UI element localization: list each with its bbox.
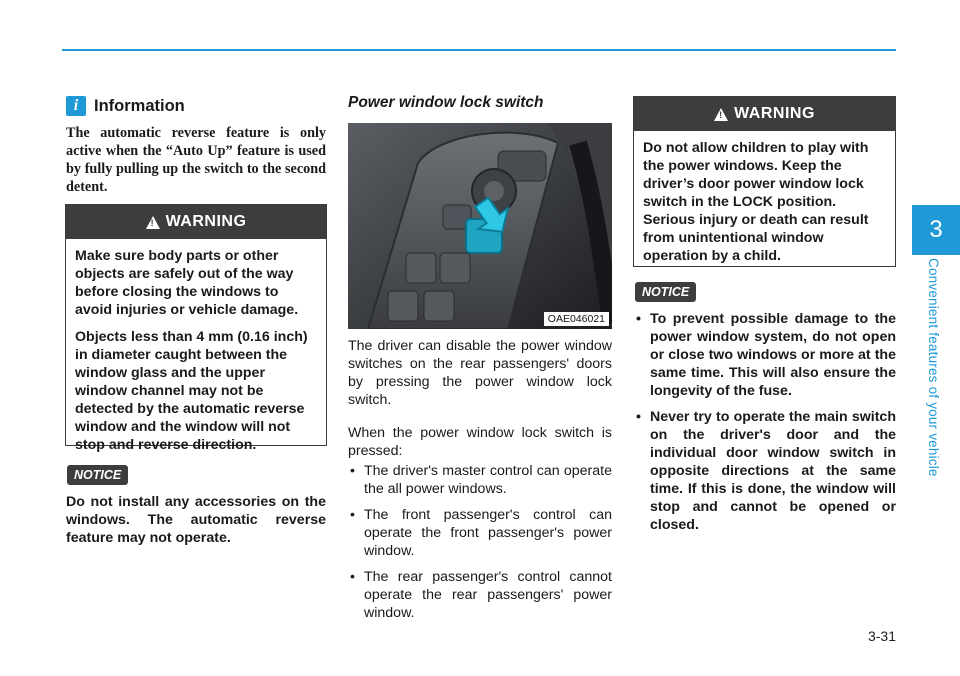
list-item: • Never try to operate the main switch on the driver's door and the individual door window switch in opposite directions at the same time. If this is done, the window will stop and cannot be opened or closed.	[634, 408, 896, 534]
list-item: • The front passenger's control can operate the front passenger's power window.	[348, 506, 612, 560]
warning-body	[66, 239, 326, 462]
power-window-switch-photo	[348, 123, 612, 329]
page-number: 3-31	[867, 628, 896, 644]
list-item: • The rear passenger's control cannot operate the rear passengers' power window.	[348, 568, 612, 622]
notice-badge-right: NOTICE	[635, 282, 696, 302]
chapter-number-tab: 3	[912, 205, 960, 255]
warning-triangle-icon	[714, 108, 728, 121]
warning-triangle-icon	[146, 216, 160, 229]
warning-label: WARNING	[165, 213, 247, 230]
warning-header	[634, 97, 895, 131]
information-heading	[66, 96, 185, 116]
list-item: • To prevent possible damage to the power window system, do not open or close two windows or more at the same time. This will also ensure the longevity of the fuse.	[634, 310, 896, 400]
when-pressed-text: When the power window lock switch is pressed:	[348, 425, 612, 459]
information-text: The automatic reverse feature is only active when the “Auto Up” feature is used by fully pulling up the switch to the second detent.	[66, 125, 326, 195]
warning-box-left	[65, 204, 327, 453]
lock-bullet-list	[348, 462, 612, 630]
notice-text-left: Do not install any accessories on the windows. The automatic reverse feature may not operate.	[66, 494, 326, 546]
notice-badge-left: NOTICE	[67, 465, 128, 485]
information-title: Information	[94, 96, 185, 115]
warning-paragraph: Do not allow children to play with the power windows. Keep the driver’s door power window lock switch in the LOCK position. Serious injury or death can result from unintentional window operation by a child.	[643, 140, 869, 264]
notice-bullet-list	[634, 310, 896, 542]
header-rule	[62, 49, 896, 51]
warning-label: WARNING	[734, 105, 815, 122]
info-icon: i	[66, 96, 86, 116]
intro-text: The driver can disable the power window switches on the rear passengers' doors by pressing the power window lock switch.	[348, 338, 612, 408]
door-switch-illustration	[348, 123, 612, 329]
section-title: Power window lock switch	[348, 94, 544, 111]
warning-paragraph: Make sure body parts or other objects are safely out of the way before closing the windows to avoid injuries or vehicle damage.	[75, 248, 299, 318]
warning-header	[66, 205, 326, 239]
warning-box-right	[633, 96, 896, 267]
list-item: • The driver's master control can operate the all power windows.	[348, 462, 612, 498]
chapter-title: Convenient features of your vehicle	[926, 258, 941, 477]
warning-body	[634, 131, 895, 273]
image-code: OAE046021	[544, 312, 609, 326]
warning-paragraph: Objects less than 4 mm (0.16 inch) in diameter caught between the window glass and the upper window channel may not be detected by the automatic reverse window and the window will not stop and reverse direction.	[75, 329, 308, 453]
